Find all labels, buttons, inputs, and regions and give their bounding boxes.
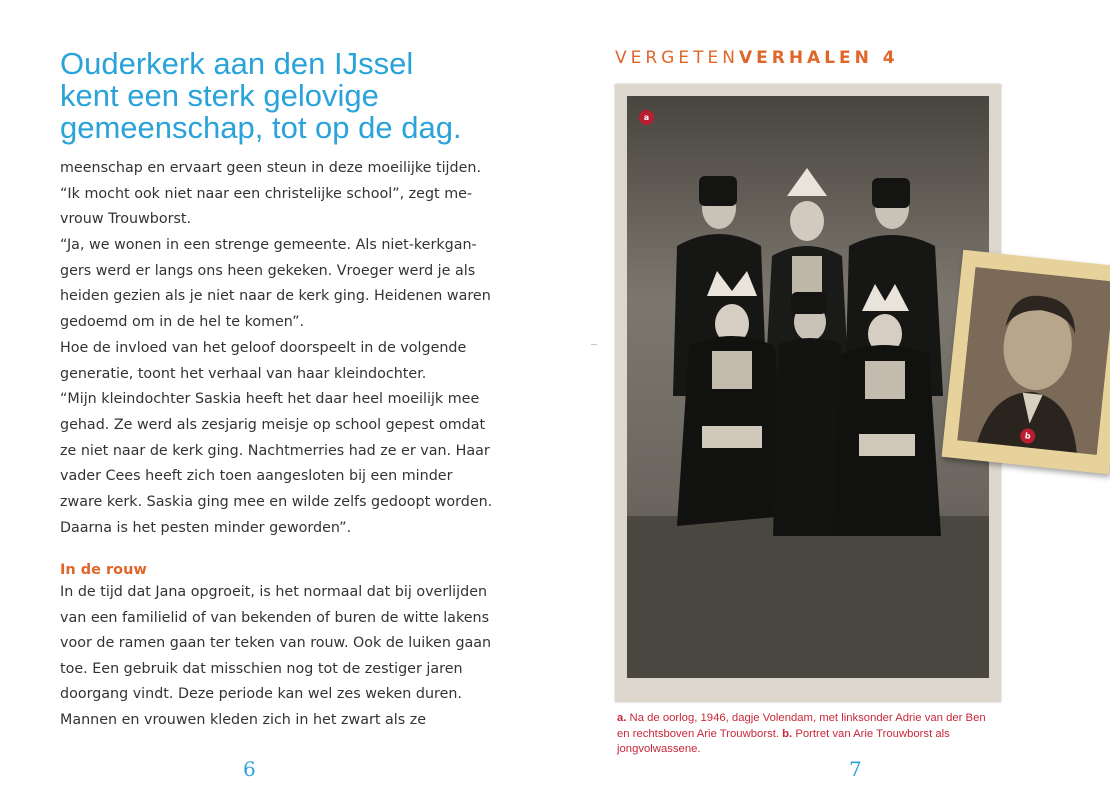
running-head-bold: VERHALEN 4 (738, 48, 899, 68)
pull-quote (60, 48, 520, 144)
text-line: Hoe de invloed van het geloof doorspeelt in de volgende (60, 339, 467, 356)
text-line: heiden gezien als je niet naar de kerk ging. Heidenen waren (60, 288, 491, 305)
caption-a-text: Na de oorlog, 1946, dagje Volendam, met linksonder Adrie van der Ben en rechtsboven Arie Trouwborst. (617, 712, 986, 740)
photo-marker-b: b (1019, 428, 1035, 444)
caption-b-label: b. (782, 727, 793, 740)
running-head (615, 48, 899, 68)
body-paragraph (60, 156, 530, 541)
text-line: gers werd er langs ons heen gekeken. Vroeger werd je als (60, 262, 476, 279)
group-photo (627, 96, 989, 678)
text-line: van een familielid of van bekenden of buren de witte lakens (60, 609, 490, 626)
text-line: “Ik mocht ook niet naar een christelijke school”, zegt me- (60, 185, 473, 202)
text-line: “Ja, we wonen in een strenge gemeente. Als niet-kerkgan- (60, 237, 477, 254)
running-head-light: VERGETEN (615, 48, 739, 68)
portrait-photo (957, 267, 1110, 455)
group-photo-card (615, 84, 1001, 702)
text-line: Mannen en vrouwen kleden zich in het zwart als ze (60, 711, 427, 728)
section-heading: In de rouw (60, 562, 147, 578)
text-line: ze niet naar de kerk ging. Nachtmerries had ze er van. Haar (60, 442, 490, 459)
right-page (555, 0, 1110, 807)
caption-a-label: a. (617, 712, 627, 724)
page-number-left: 6 (243, 757, 256, 781)
page-number-right: 7 (849, 757, 862, 781)
text-line: In de tijd dat Jana opgroeit, is het normaal dat bij overlijden (60, 584, 488, 600)
pull-quote-line: Ouderkerk aan den IJssel (60, 46, 414, 81)
text-line: “Mijn kleindochter Saskia heeft het daar heel moeilijk mee (60, 391, 480, 408)
portrait-photo-card (942, 250, 1110, 474)
photo-marker-a: a (639, 110, 654, 125)
text-line: zware kerk. Saskia ging mee en wilde zelfs gedoopt worden. (60, 493, 493, 510)
text-line: vrouw Trouwborst. (60, 211, 192, 228)
group-photo-illustration (627, 96, 989, 678)
text-line: doorgang vindt. Deze periode kan wel zes weken duren. (60, 686, 462, 703)
pull-quote-line: kent een sterk gelovige (60, 78, 379, 113)
portrait-illustration (957, 267, 1110, 455)
photo-caption (617, 711, 997, 758)
text-line: meenschap en ervaart geen steun in deze moeilijke tijden. (60, 160, 481, 176)
text-line: generatie, toont het verhaal van haar kleindochter. (60, 365, 427, 382)
text-line: vader Cees heeft zich toen aangesloten bij een minder (60, 468, 453, 485)
text-line: Daarna is het pesten minder geworden”. (60, 519, 352, 536)
text-line: voor de ramen gaan ter teken van rouw. Ook de luiken gaan (60, 635, 492, 652)
section-paragraph (60, 580, 530, 734)
pull-quote-line: gemeenschap, tot op de dag. (60, 110, 462, 145)
text-line: gedoemd om in de hel te komen”. (60, 314, 305, 331)
text-line: gehad. Ze werd als zesjarig meisje op school gepest omdat (60, 416, 486, 433)
caption-b-text: Portret van Arie Trouwborst als jongvolwassene. (617, 727, 950, 755)
text-line: toe. Een gebruik dat misschien nog tot de zestiger jaren (60, 660, 463, 677)
